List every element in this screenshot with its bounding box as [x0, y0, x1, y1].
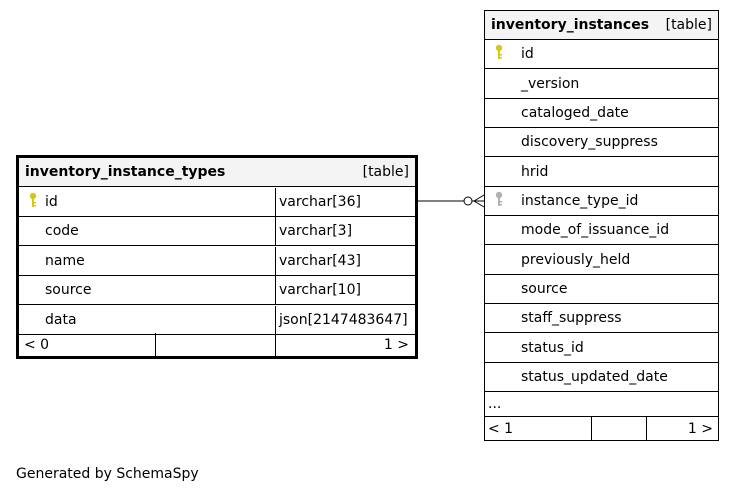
crow-foot-upper	[474, 195, 484, 201]
column-type: varchar[43]	[279, 252, 361, 269]
table-header	[19, 158, 415, 187]
column-divider	[275, 276, 276, 304]
column-name: discovery_suppress	[521, 134, 658, 151]
crow-foot-lower	[474, 201, 484, 207]
table-header	[485, 11, 718, 40]
more-columns-row	[485, 392, 718, 417]
table-row[interactable]	[19, 276, 415, 305]
column-name: status_updated_date	[521, 369, 668, 386]
column-name: name	[45, 252, 85, 269]
primary-key-icon	[29, 192, 37, 212]
column-divider	[275, 306, 276, 334]
table-row[interactable]	[485, 99, 718, 128]
table-row[interactable]	[485, 334, 718, 363]
table-kind: [table]	[665, 17, 712, 33]
column-divider	[275, 188, 276, 216]
column-name: source	[45, 282, 92, 299]
table-name[interactable]: inventory_instances	[491, 17, 650, 33]
table-row[interactable]	[19, 217, 415, 246]
parents-count[interactable]: < 1	[488, 420, 514, 437]
column-name: previously_held	[521, 251, 631, 268]
table-row[interactable]	[485, 304, 718, 333]
ellipsis: ...	[488, 396, 502, 412]
table-row[interactable]	[485, 157, 718, 186]
footer-divider	[155, 333, 156, 356]
children-count[interactable]: 1 >	[687, 420, 713, 437]
children-count[interactable]: 1 >	[383, 336, 409, 353]
table-row[interactable]	[485, 245, 718, 274]
table-row[interactable]	[485, 128, 718, 157]
zero-optional-marker	[464, 197, 472, 205]
column-name: source	[521, 280, 568, 297]
table-inventory-instances[interactable]	[484, 10, 719, 441]
column-type: varchar[10]	[279, 282, 361, 299]
table-row[interactable]	[485, 187, 718, 216]
column-type: varchar[3]	[279, 223, 353, 240]
column-name: instance_type_id	[521, 192, 639, 209]
footer-divider	[591, 417, 592, 440]
table-row[interactable]	[485, 40, 718, 69]
column-name: hrid	[521, 163, 549, 180]
column-divider	[275, 247, 276, 275]
table-footer	[485, 417, 718, 440]
footer-divider	[646, 417, 647, 440]
foreign-key-icon	[495, 191, 503, 211]
column-name: status_id	[521, 339, 584, 356]
table-row[interactable]	[485, 275, 718, 304]
table-row[interactable]	[485, 69, 718, 98]
column-name: cataloged_date	[521, 104, 629, 121]
column-name: _version	[521, 75, 580, 92]
column-name: mode_of_issuance_id	[521, 222, 670, 239]
table-row[interactable]	[19, 306, 415, 335]
table-row[interactable]	[485, 363, 718, 392]
column-divider	[275, 217, 276, 245]
column-name: staff_suppress	[521, 310, 622, 327]
table-footer	[19, 333, 415, 356]
parents-count[interactable]: < 0	[24, 336, 50, 353]
table-name[interactable]: inventory_instance_types	[25, 164, 226, 180]
column-type: varchar[36]	[279, 194, 361, 210]
column-name: code	[45, 223, 79, 240]
column-type: json[2147483647]	[279, 311, 408, 328]
column-name: id	[521, 46, 534, 63]
table-row[interactable]	[485, 216, 718, 245]
table-row[interactable]	[19, 247, 415, 276]
table-inventory-instance-types[interactable]	[16, 155, 418, 359]
column-name: id	[45, 194, 58, 210]
primary-key-icon	[495, 44, 503, 64]
table-kind: [table]	[362, 164, 409, 180]
table-row[interactable]	[19, 188, 415, 217]
footer-divider	[275, 333, 276, 356]
column-name: data	[45, 311, 77, 328]
generated-by-text: Generated by SchemaSpy	[16, 466, 199, 482]
